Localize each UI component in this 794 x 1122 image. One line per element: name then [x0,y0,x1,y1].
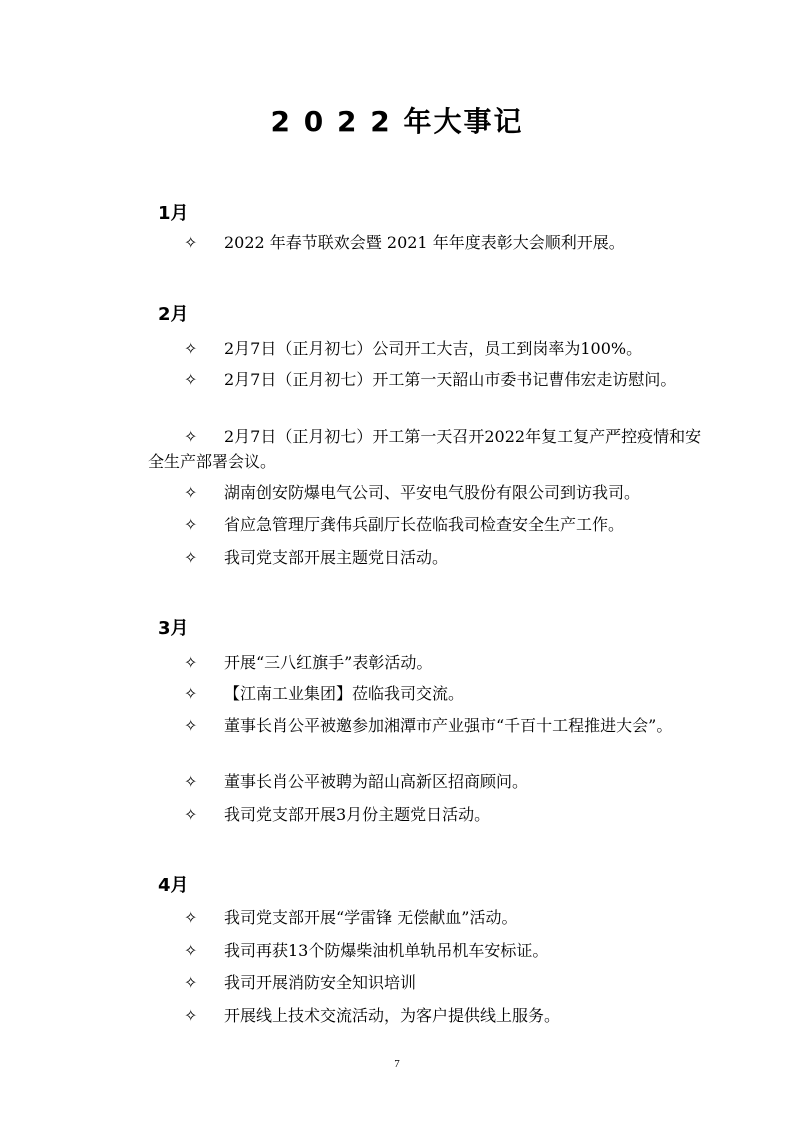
bullet-icon: ✧ [184,515,198,534]
list-item: ✧ 2月7日（正月初七）开工第一天韶山市委书记曹伟宏走访慰问。 [148,367,708,392]
list-item: ✧ 我司再获13个防爆柴油机单轨吊机车安标证。 [148,938,708,963]
list-item: ✧ 开展线上技术交流活动，为客户提供线上服务。 [148,1003,708,1028]
list-item: ✧ 2月7日（正月初七）开工第一天召开2022年复工复产严控疫情和安全生产部署会议。 [148,424,708,474]
month-heading-apr: 4月 [158,875,189,896]
bullet-icon: ✧ [184,483,198,502]
page-number: 7 [394,1058,400,1070]
bullet-icon: ✧ [184,653,198,672]
month-heading-feb: 2月 [158,304,189,325]
list-item: ✧ 2022 年春节联欢会暨 2021 年年度表彰大会顺利开展。 [148,230,708,255]
list-item: ✧ 我司党支部开展主题党日活动。 [148,545,708,570]
page-title: 2 0 2 2 年大事记 [270,105,524,138]
bullet-icon: ✧ [184,548,198,567]
list-item: ✧ 董事长肖公平被邀参加湘潭市产业强市“千百十工程推进大会”。 [148,713,708,738]
bullet-icon: ✧ [184,233,198,252]
bullet-icon: ✧ [184,941,198,960]
bullet-icon: ✧ [184,908,198,927]
list-item: ✧ 湖南创安防爆电气公司、平安电气股份有限公司到访我司。 [148,480,708,505]
bullet-icon: ✧ [184,716,198,735]
bullet-icon: ✧ [184,427,198,446]
bullet-icon: ✧ [184,1006,198,1025]
bullet-icon: ✧ [184,772,198,791]
list-item: ✧ 董事长肖公平被聘为韶山高新区招商顾问。 [148,769,708,794]
bullet-icon: ✧ [184,805,198,824]
month-heading-mar: 3月 [158,618,189,639]
list-item: ✧ 我司党支部开展“学雷锋 无偿献血”活动。 [148,905,708,930]
bullet-icon: ✧ [184,339,198,358]
bullet-icon: ✧ [184,684,198,703]
list-item: ✧ 省应急管理厅龚伟兵副厅长莅临我司检查安全生产工作。 [148,512,708,537]
bullet-icon: ✧ [184,370,198,389]
list-item: ✧ 2月7日（正月初七）公司开工大吉，员工到岗率为100%。 [148,336,708,361]
list-item: ✧ 开展“三八红旗手”表彰活动。 [148,650,708,675]
list-item: ✧ 我司党支部开展3月份主题党日活动。 [148,802,708,827]
month-heading-jan: 1月 [158,203,189,224]
list-item: ✧ 【江南工业集团】莅临我司交流。 [148,681,708,706]
bullet-icon: ✧ [184,973,198,992]
list-item: ✧ 我司开展消防安全知识培训 [148,970,708,995]
